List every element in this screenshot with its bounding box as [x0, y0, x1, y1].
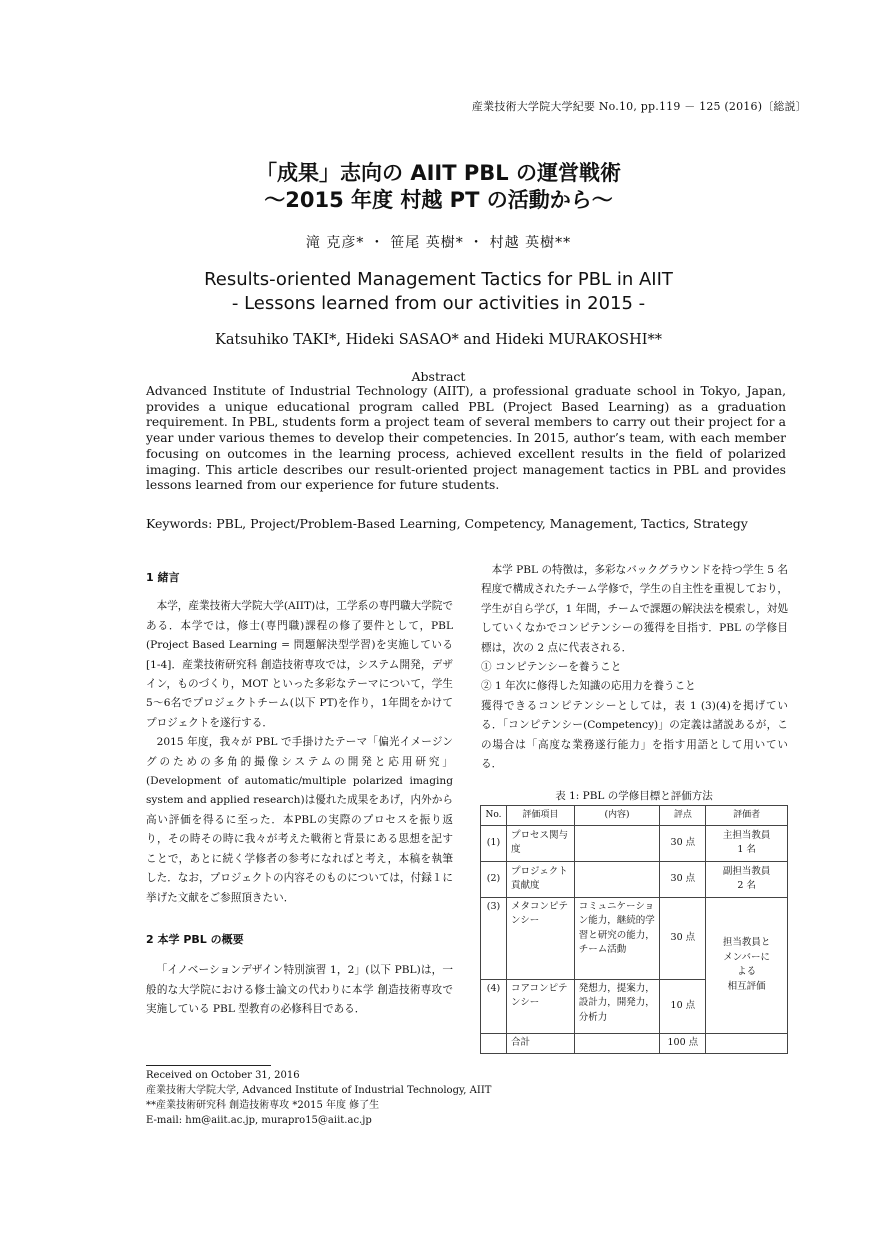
row-item: コアコンピテンシー [506, 979, 574, 1033]
row-no: (3) [481, 897, 507, 979]
total-label: 合計 [506, 1033, 574, 1053]
row-item: メタコンピテンシー [506, 897, 574, 979]
title-ja-line1: 「成果」志向の AIIT PBL の運営戦術 [256, 161, 621, 185]
affiliation-1: 産業技術大学院大学, Advanced Institute of Industrial Technology, AIIT [146, 1085, 492, 1096]
row-content [574, 825, 660, 861]
footnotes [146, 1068, 646, 1128]
abstract-body: Advanced Institute of Industrial Technology (AIIT), a professional graduate school in Tokyo, Japan, provides a unique educational program called PBL (Project Based Learning) as a graduation requirement. In PBL, students form a project team of several members to carry out their project for a year under various themes to develop their competencies. In 2015, author’s team, with each member focusing on outcomes in the learning process, achieved excellent results in the field of polarized imaging. This article describes our result-oriented project management tactics in PBL and provides lessons learned from our experience for future students. [146, 384, 786, 493]
row-evaluator: 副担当教員 2 名 [706, 861, 788, 897]
authors-ja: 滝 克彦* ・ 笹尾 英樹* ・ 村越 英樹** [305, 235, 572, 251]
header-no: No. [481, 806, 507, 826]
table1-caption: 表 1: PBL の学修目標と評価方法 [555, 790, 713, 802]
row-content: 発想力，提案力，設計力，開発力，分析力 [574, 979, 660, 1033]
row-score: 30 点 [660, 897, 706, 979]
abstract-heading: Abstract [411, 369, 466, 384]
row-score: 30 点 [660, 825, 706, 861]
section2-heading: 2 本学 PBL の概要 [146, 932, 244, 946]
goal-item-1: ① コンピテンシーを養うこと [481, 661, 622, 674]
table-row [481, 897, 788, 979]
header-score: 評点 [660, 806, 706, 826]
row-content [574, 861, 660, 897]
header-item: 評価項目 [506, 806, 574, 826]
table1 [480, 805, 788, 1054]
row-evaluator: 担当教員と メンバーに よる 相互評価 [706, 897, 788, 1033]
left-column [146, 568, 453, 1020]
right-para2: 獲得できるコンピテンシーとしては，表 1 (3)(4)を掲げている．「コンピテンシー(Competency)」の定義は諸説あるが，この場合は「高度な業務遂行能力」を指す用語として用いている． [481, 699, 788, 771]
title-en-line2: - Lessons learned from our activities in 2015 - [231, 293, 646, 314]
row-item: プロジェクト貢献度 [506, 861, 574, 897]
authors-en: Katsuhiko TAKI*, Hideki SASAO* and Hideki MURAKOSHI** [215, 332, 662, 348]
table-total-row [481, 1033, 788, 1053]
right-para1: 本学 PBL の特徴は，多彩なバックグラウンドを持つ学生 5 名程度で構成されたチーム学修で，学生の自主性を重視しており，学生が自ら学び，1 年間，チームで課題の解決法を模索し，対処していくなかでコンピテンシーの獲得を目指す．PBL の学修目標は，次の 2 点に代表される． [481, 564, 789, 654]
title-ja-line2: ～2015 年度 村越 PT の活動から～ [264, 188, 613, 212]
section2-para1: 「イノベーションデザイン特別演習 1，2」(以下 PBL)は，一般的な大学院における修士論文の代わりに本学 創造技術専攻で実施している PBL 型教育の必修科目である． [146, 964, 453, 1016]
table-row [481, 861, 788, 897]
affiliation-2: **産業技術研究科 創造技術専攻 *2015 年度 修了生 [146, 1100, 380, 1111]
section1-para2: 2015 年度，我々が PBL で手掛けたテーマ「偏光イメージングのための多角的撮像システムの開発と応用研究」(Development of automatic/multiple polarized imaging system and applied research)は優れた成果をあげ，内外から高い評価を得るに至った．本PBLの実際のプロセスを振り返り，その時その時に我々が考えた戦術と背景にある思想を記すことで，あとに続く学修者の参考になればと考え，本稿を執筆した．なお，プロジェクトの内容そのものについては，付録１に挙げた文献をご参照頂きたい． [146, 736, 453, 904]
email: E-mail: hm@aiit.ac.jp, murapro15@aiit.ac.jp [146, 1115, 372, 1126]
row-no: (4) [481, 979, 507, 1033]
journal-header: 産業技術大学院大学紀要 No.10, pp.119 － 125 (2016)〔総説〕 [471, 100, 807, 113]
row-item: プロセス関与度 [506, 825, 574, 861]
goal-item-2: ② 1 年次に修得した知識の応用力を養うこと [481, 680, 696, 693]
right-column [481, 561, 788, 774]
section1-heading: 1 緒言 [146, 571, 180, 584]
received-date: Received on October 31, 2016 [146, 1070, 300, 1081]
row-content: コミュニケーション能力，継続的学習と研究の能力，チーム活動 [574, 897, 660, 979]
section1-para1: 本学，産業技術大学院大学(AIIT)は，工学系の専門職大学院である．本学では，修士(専門職)課程の修了要件として，PBL (Project Based Learning = 問題解決型学習)を実施している[1-4]．産業技術研究科 創造技術専攻では，システム開発，デザイン，ものづくり，MOT といった多彩なテーマについて，学生5～6名でプロジェクトチーム(以下 PT)を作り，1年間をかけてプロジェクトを遂行する． [146, 600, 453, 729]
row-score: 30 点 [660, 861, 706, 897]
footnote-divider [146, 1065, 271, 1066]
total-score: 100 点 [660, 1033, 706, 1053]
row-no: (2) [481, 861, 507, 897]
table-header-row [481, 806, 788, 826]
row-score: 10 点 [660, 979, 706, 1033]
row-no: (1) [481, 825, 507, 861]
title-en-line1: Results-oriented Management Tactics for PBL in AIIT [204, 269, 673, 290]
keywords: Keywords: PBL, Project/Problem-Based Learning, Competency, Management, Tactics, Strategy [146, 516, 748, 531]
row-evaluator: 主担当教員 1 名 [706, 825, 788, 861]
table-row [481, 825, 788, 861]
header-content: (内容) [574, 806, 660, 826]
header-evaluator: 評価者 [706, 806, 788, 826]
